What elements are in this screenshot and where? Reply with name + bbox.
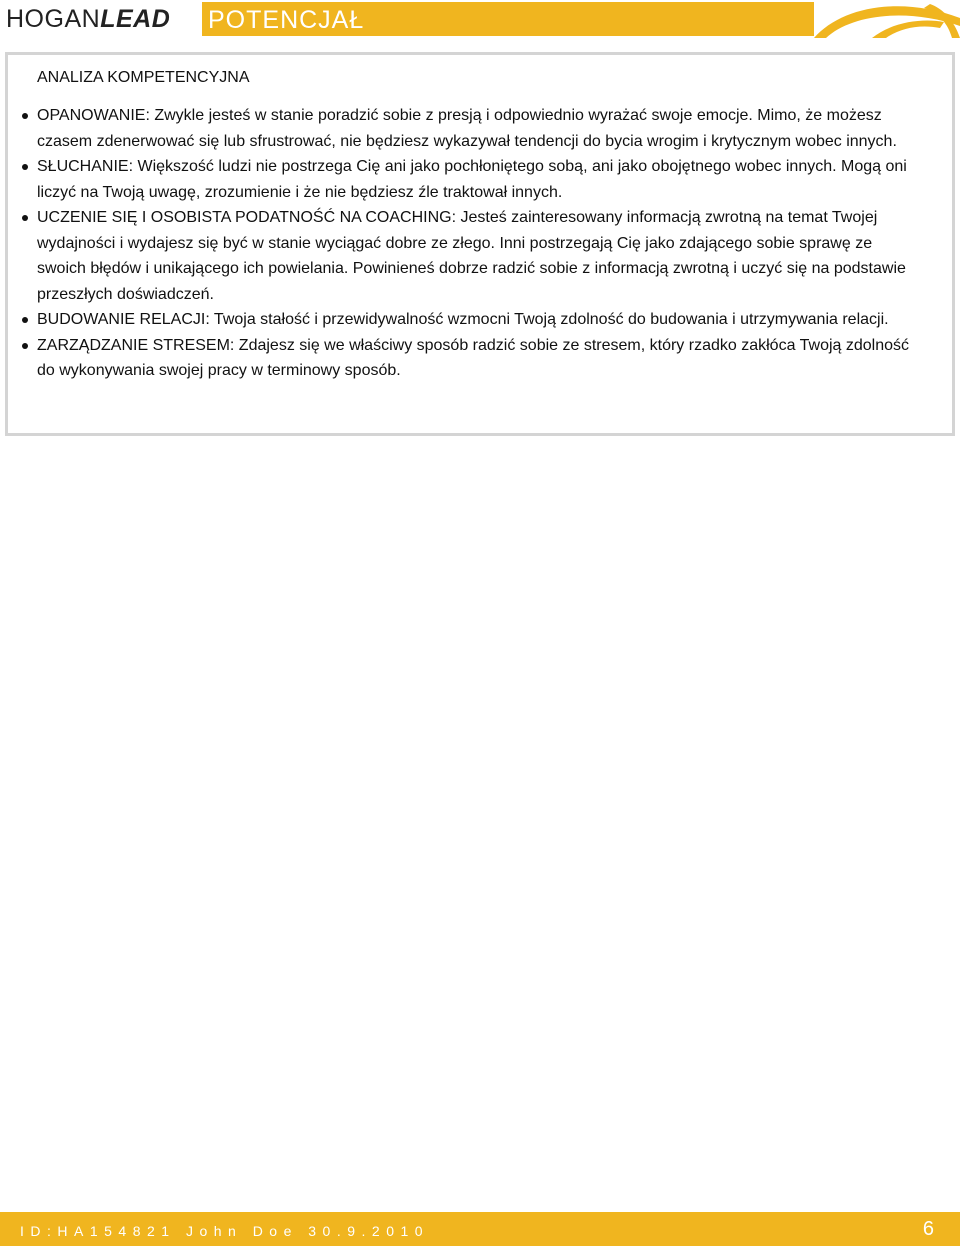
competency-label: SŁUCHANIE: — [37, 158, 134, 175]
brand-lead: LEAD — [100, 5, 171, 33]
competency-text: Twoja stałość i przewidywalność wzmocni Twoją zdolność do budowania i utrzymywania relacji. — [209, 311, 889, 328]
competency-label: BUDOWANIE RELACJI: — [37, 311, 210, 328]
bullet-icon — [22, 164, 28, 170]
competency-text: Większość ludzi nie postrzega Cię ani jako pochłoniętego sobą, ani jako obojętnego wobec innych. Mogą oni liczyć na Twoją uwagę, zrozumienie i że nie będziesz źle traktował innych. — [37, 158, 907, 201]
brand-hogan: HOGAN — [6, 5, 101, 33]
page-header — [0, 0, 960, 40]
report-title-bar — [202, 2, 814, 36]
competency-text: Zdajesz się we właściwy sposób radzić sobie ze stresem, który rzadko zakłóca Twoją zdolność do wykonywania swojej pracy w terminowy sposób. — [37, 336, 910, 379]
competency-text: Zwykle jesteś w stanie poradzić sobie z presją i odpowiednio wyrażać swoje emocje. Mimo, że możesz czasem zdenerwować się lub sfrustrować, nie będziesz wykazywał tendencji do bycia wrogim i krytycznym wobec innych. — [37, 107, 897, 150]
list-item — [22, 333, 922, 384]
competency-label: OPANOWANIE: — [37, 107, 150, 124]
list-item — [22, 103, 922, 154]
report-id: ID:HA154821 John Doe 30.9.2010 — [20, 1223, 430, 1239]
competency-label: UCZENIE SIĘ I OSOBISTA PODATNOŚĆ NA COACHING: — [37, 209, 457, 226]
list-item — [22, 307, 922, 333]
section-title: ANALIZA KOMPETENCYJNA — [37, 69, 250, 86]
list-item — [22, 205, 922, 307]
competency-text: Jesteś zainteresowany informacją zwrotną na temat Twojej wydajności i wydajesz się być w stanie wyciągać dobre ze złego. Inni postrzegają Cię jako zdającego sobie sprawę ze swoich błędów i unikającego ich powielania. Powinieneś dobrze radzić sobie z informacją zwrotną i uczyć się na podstawie przeszłych doświadczeń. — [37, 209, 906, 303]
report-title: POTENCJAŁ — [208, 6, 365, 34]
competency-label: ZARZĄDZANIE STRESEM: — [37, 336, 235, 354]
brand-wordmark — [6, 4, 170, 34]
bullet-icon — [22, 113, 28, 119]
bullet-icon — [22, 215, 28, 221]
hogan-swoosh-logo-icon — [812, 0, 960, 38]
competency-analysis-panel — [5, 52, 955, 436]
bullet-icon — [22, 343, 28, 349]
competency-list — [22, 103, 922, 384]
page-number: 6 — [922, 1218, 934, 1240]
page-footer — [0, 1212, 960, 1246]
list-item — [22, 154, 922, 205]
bullet-icon — [22, 317, 28, 323]
